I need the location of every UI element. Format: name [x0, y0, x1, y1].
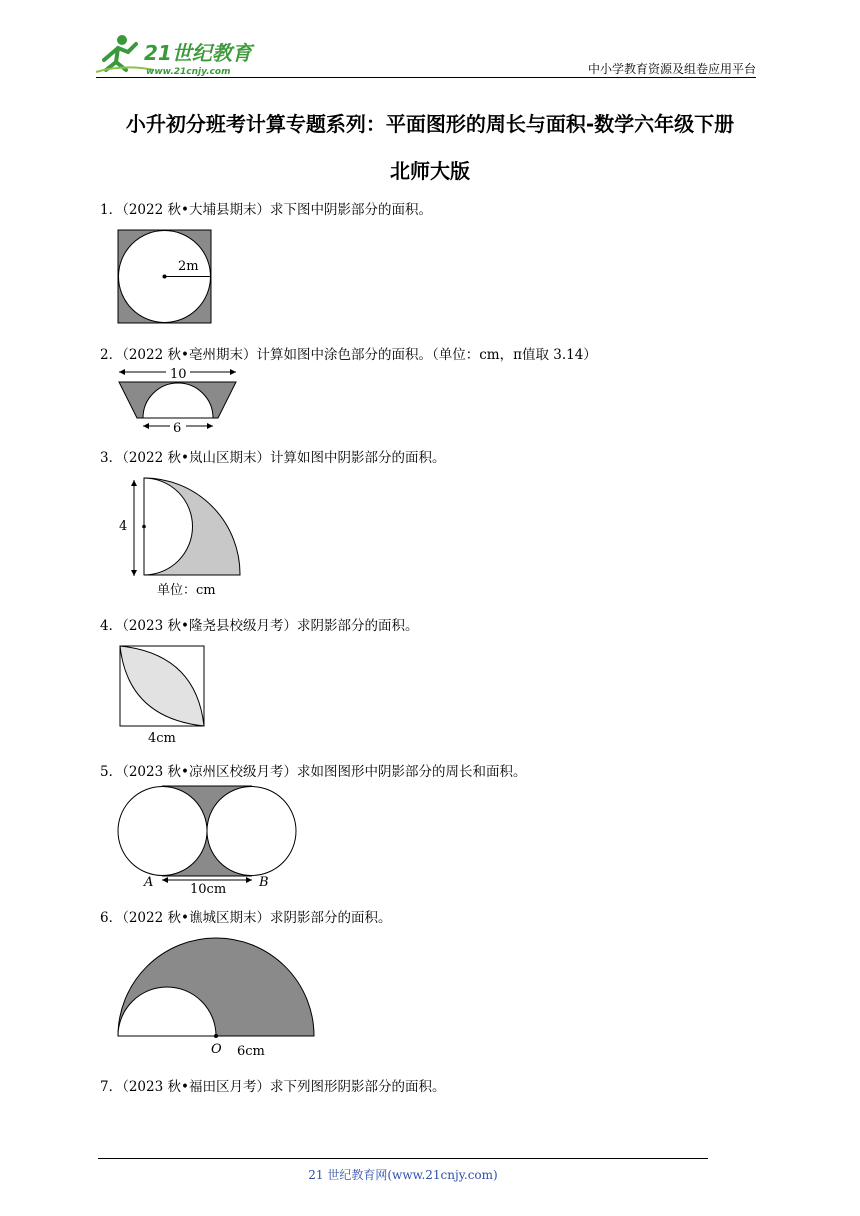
question-6: 6．（2022 秋•谯城区期末）求阴影部分的面积。 [100, 910, 392, 926]
figure-1 [116, 228, 216, 326]
question-5: 5．（2023 秋•凉州区校级月考）求如图图形中阴影部分的周长和面积。 [100, 764, 527, 780]
question-4: 4．（2023 秋•隆尧县校级月考）求阴影部分的面积。 [100, 618, 419, 634]
figure-4 [117, 644, 209, 748]
figure-2-label-bottom: 6 [173, 421, 182, 434]
page-title-line2: 北师大版 [390, 159, 470, 183]
figure-6 [114, 934, 324, 1060]
platform-name: 中小学教育资源及组卷应用平台 [587, 62, 756, 76]
figure-6-label-o: O [211, 1042, 222, 1057]
figure-2 [114, 364, 244, 434]
figure-5-label-length: 10cm [190, 882, 227, 897]
figure-2-label-top: 10 [170, 367, 187, 382]
figure-3-unit: 单位：cm [157, 583, 216, 598]
footer-text: 21 世纪教育网(www.21cnjy.com) [308, 1168, 498, 1182]
footer-divider [98, 1158, 708, 1159]
header-divider [96, 77, 756, 78]
figure-4-label-side: 4cm [148, 731, 176, 746]
figure-5-label-b: B [259, 875, 269, 890]
figure-3-label-height: 4 [119, 519, 128, 534]
question-7: 7．（2023 秋•福田区月考）求下列图形阴影部分的面积。 [100, 1079, 446, 1095]
page-title: 小升初分班考计算专题系列：平面图形的周长与面积-数学六年级下册 [125, 112, 735, 136]
figure-3 [114, 472, 249, 600]
figure-5 [114, 784, 300, 898]
question-1: 1．（2022 秋•大埔县期末）求下图中阴影部分的面积。 [100, 202, 432, 218]
site-logo [94, 30, 264, 80]
logo-url-text: www.21cnjy.com [146, 67, 231, 77]
figure-1-label-radius: 2m [178, 259, 199, 274]
figure-6-label-radius: 6cm [237, 1044, 265, 1059]
logo-main-text: 21世纪教育 [144, 41, 252, 65]
question-3: 3．（2022 秋•岚山区期末）计算如图中阴影部分的面积。 [100, 450, 446, 466]
question-2: 2．（2022 秋•亳州期末）计算如图中涂色部分的面积。（单位：cm，π值取 3.14） [100, 347, 597, 363]
figure-5-label-a: A [144, 875, 154, 890]
